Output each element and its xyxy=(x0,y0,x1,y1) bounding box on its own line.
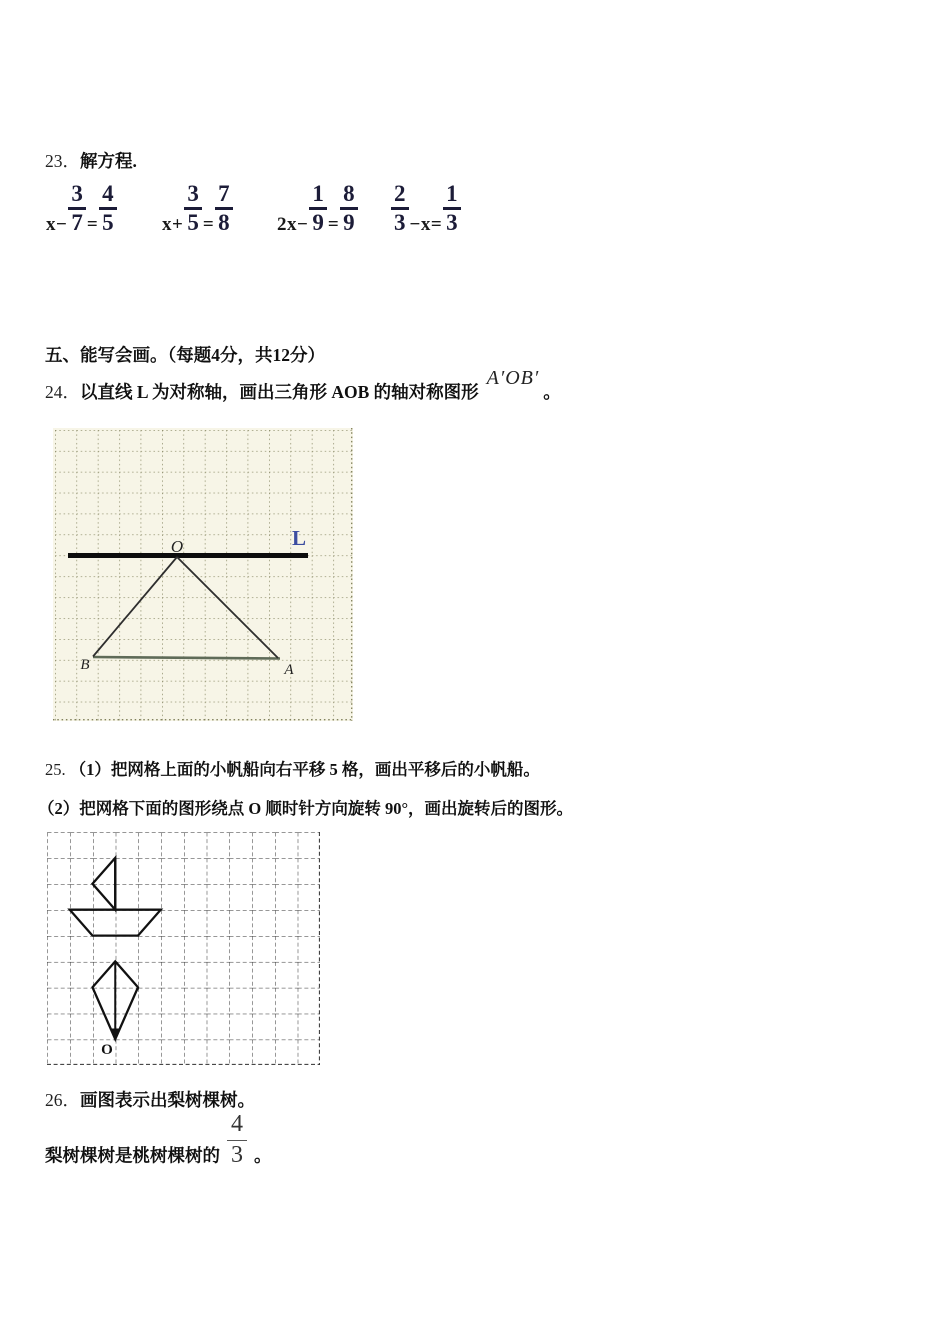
q26-fraction: $\frac{4}{3}$ xyxy=(227,1111,247,1169)
equation-2-fraction-left: $\frac{3}{5}$ xyxy=(184,182,202,235)
q24-text: 以直线 L 为对称轴，画出三角形 AOB 的轴对称图形 xyxy=(80,382,479,402)
q24-heading xyxy=(45,367,561,404)
q26-statement: 梨树棵树是桃树棵树的 xyxy=(45,1145,220,1166)
grid1-dotted-lines xyxy=(53,428,353,721)
q26-period: 。 xyxy=(254,1145,272,1166)
q25-line1 xyxy=(45,756,540,780)
equation-3-fraction-right: $\frac{8}{9}$ xyxy=(340,182,358,235)
equation-3-relation: = xyxy=(327,214,340,236)
equation-2-fraction-right: $\frac{7}{8}$ xyxy=(215,182,233,235)
rotation-center-o-label: O xyxy=(101,1042,113,1058)
q24-period: 。 xyxy=(543,382,561,402)
symmetry-grid-figure xyxy=(53,428,353,721)
equation-2-lead: x+ xyxy=(162,214,184,236)
equation-1-fraction-right: $\frac{4}{5}$ xyxy=(99,182,117,235)
q26-title: 画图表示出梨树棵树。 xyxy=(80,1090,255,1110)
equation-1-fraction-left: $\frac{3}{7}$ xyxy=(68,182,86,235)
q26-heading xyxy=(45,1087,255,1112)
equation-4-relation: −x= xyxy=(409,214,443,236)
equation-4-fraction-right: $\frac{1}{3}$ xyxy=(443,182,461,235)
equation-1-relation: = xyxy=(86,214,99,236)
equation-3 xyxy=(277,182,359,236)
q25-part1-text: （1）把网格上面的小帆船向右平移 5 格，画出平移后的小帆船。 xyxy=(69,760,540,779)
q25-number: 25. xyxy=(45,760,66,779)
q26-number: 26． xyxy=(45,1090,80,1110)
equation-2 xyxy=(162,182,234,236)
q24-number: 24． xyxy=(45,382,80,402)
q25-part2-text: （2）把网格下面的图形绕点 O 顺时针方向旋转 90°，画出旋转后的图形。 xyxy=(38,799,574,818)
equation-2-relation: = xyxy=(202,214,215,236)
axis-l-label: L xyxy=(292,526,307,550)
equation-4 xyxy=(390,182,462,236)
equation-3-lead: 2x− xyxy=(277,214,309,236)
q23-number: 23． xyxy=(45,151,80,171)
vertex-o-label: O xyxy=(170,537,184,556)
translation-rotation-grid-figure xyxy=(47,832,320,1065)
equation-1 xyxy=(46,182,118,236)
q24-sup-label: A′OB′ xyxy=(486,367,540,389)
grid2-dashed-lines xyxy=(47,832,320,1065)
equation-1-lead: x− xyxy=(46,214,68,236)
triangle-base-ba xyxy=(93,657,280,659)
vertex-a-label: A xyxy=(284,662,294,678)
q23-title: 解方程. xyxy=(80,151,137,171)
equation-4-fraction-left: $\frac{2}{3}$ xyxy=(391,182,409,235)
q26-statement-line xyxy=(45,1111,272,1169)
vertex-b-label: B xyxy=(80,657,90,673)
q23-heading xyxy=(45,148,137,173)
section-5-heading: 五、能写会画。（每题4分，共12分） xyxy=(45,345,325,365)
q25-line2 xyxy=(38,795,573,819)
equation-3-fraction-left: $\frac{1}{9}$ xyxy=(309,182,327,235)
